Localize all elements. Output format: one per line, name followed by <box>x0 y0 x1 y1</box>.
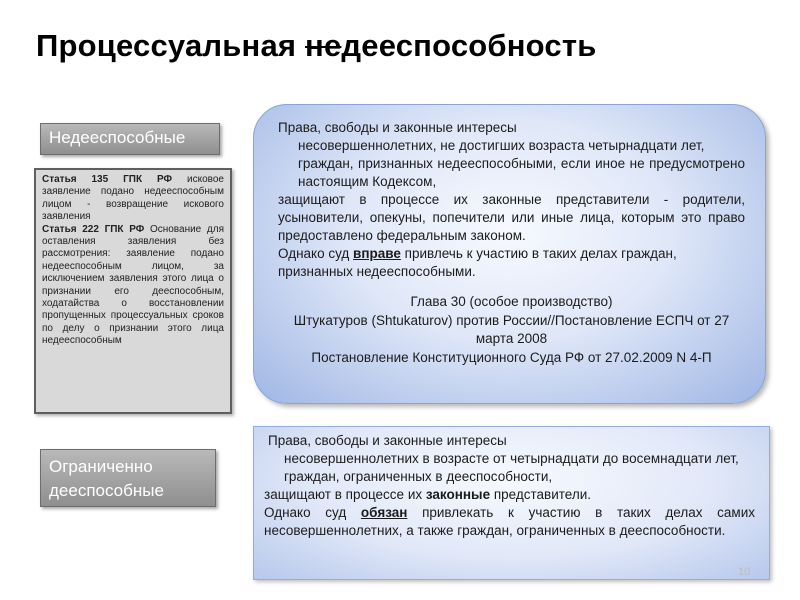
checkbox-bullet-icon <box>264 450 284 468</box>
limited-rights-box <box>253 426 770 580</box>
page-number: 10 <box>738 566 751 578</box>
label-limited-capacity: Ограниченно дееспособные <box>40 449 216 507</box>
strikethrough-prefix: не <box>305 28 342 63</box>
articles-box <box>34 168 232 414</box>
reference-echr: Штукатуров (Shtukaturov) против России//Постановление ЕСПЧ от 27 марта 2008 <box>293 312 730 346</box>
reference-chapter: Глава 30 (особое производство) <box>410 294 613 309</box>
label-incapable: Недееспособные <box>40 123 220 155</box>
legal-references <box>278 293 745 367</box>
list-item: граждан, ограниченных в дееспособности, <box>264 468 755 486</box>
court-text: Однако суд вправе привлечь к участию в таких делах граждан, признанных недееспособными. <box>278 246 677 279</box>
rights-intro: Права, свободы и законные интересы <box>278 120 517 135</box>
list-item: несовершеннолетних, не достигших возраста четырнадцати лет, <box>278 137 745 155</box>
representatives-text: защищают в процессе их законные представители. <box>264 487 592 502</box>
article-222: Статья 222 ГПК РФ Основание для оставления заявления без рассмотрения: заявление подано недееспособным лицом, за исключением заявления этого лица о признании его дееспособным, ходатайства о восстановлении пропущенных процессуальных сроков по делу о признании этого лица недееспособным <box>42 223 224 347</box>
reference-constitutional-court: Постановление Конституционного Суда РФ от 27.02.2009 N 4-П <box>311 349 712 365</box>
incapable-rights-box <box>253 104 766 404</box>
rights-intro: Права, свободы и законные интересы <box>268 433 507 448</box>
page-title: Процессуальная недееспособность <box>36 28 597 63</box>
list-item: граждан, признанных недееспособными, если иное не предусмотрено настоящим Кодексом, <box>278 155 745 191</box>
court-text: Однако суд обязан привлекать к участию в таких делах самих несовершеннолетних, а также граждан, ограниченных в дееспособности. <box>264 505 755 538</box>
list-item: несовершеннолетних в возрасте от четырнадцати до восемнадцати лет, <box>264 450 755 468</box>
checkbox-bullet-icon <box>278 137 298 155</box>
article-135: Статья 135 ГПК РФ исковое заявление подано недееспособным лицом - возвращение искового заявления <box>42 174 224 223</box>
checkbox-bullet-icon <box>264 468 284 486</box>
checkbox-bullet-icon <box>278 155 298 191</box>
representatives-text: защищают в процессе их законные представители - родители, усыновители, опекуны, попечители или иные лица, которым это право предоставлено федеральным законом. <box>278 192 745 243</box>
